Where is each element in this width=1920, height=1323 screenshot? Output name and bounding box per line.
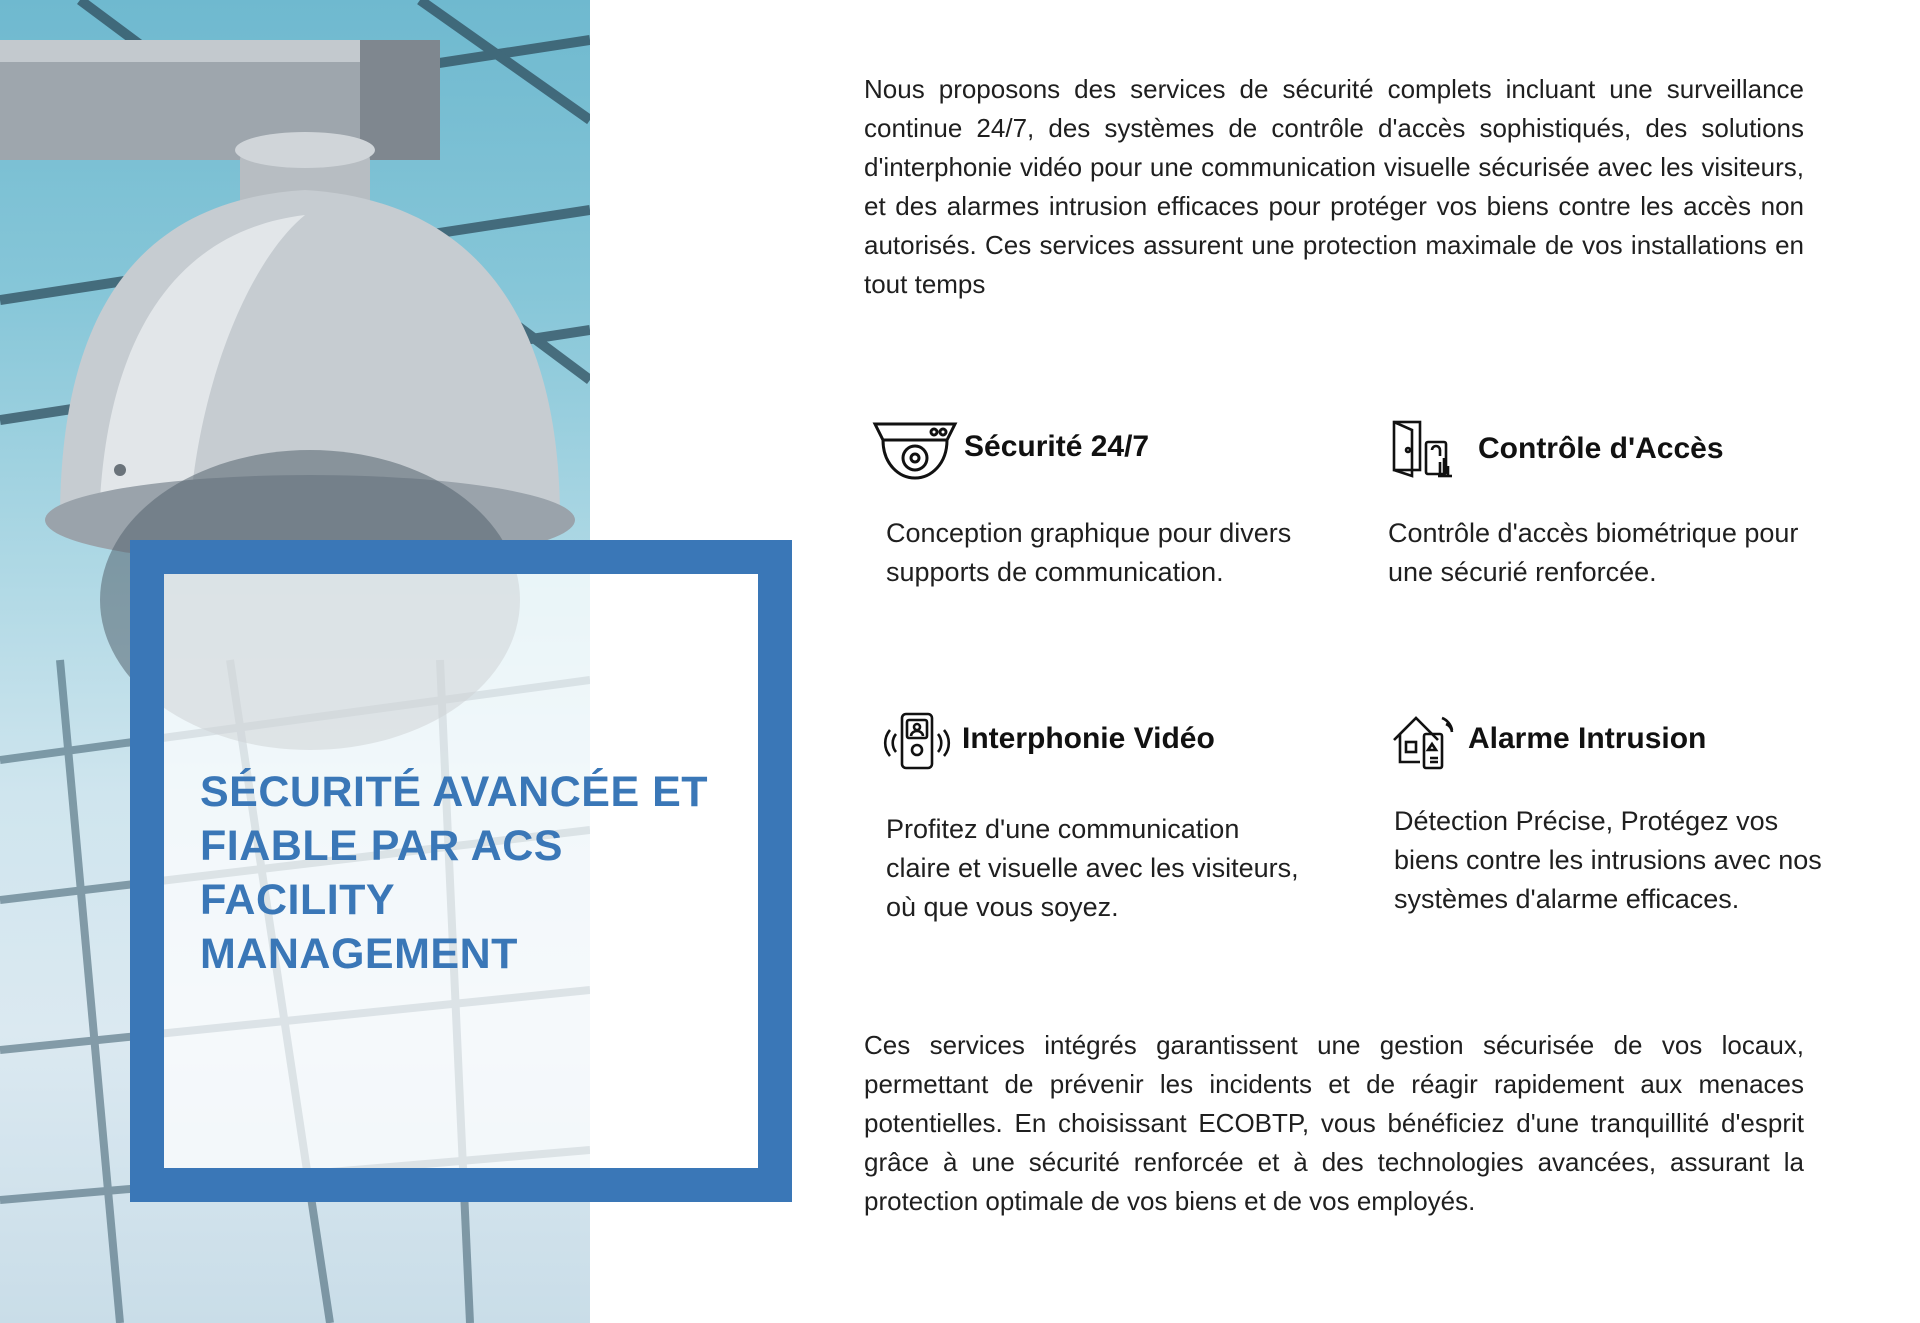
video-intercom-icon — [882, 710, 952, 772]
feature-controle-acces — [1390, 418, 1830, 648]
intro-paragraph: Nous proposons des services de sécurité complets incluant une surveillance continue 24/7, des systèmes de contrôle d'accès sophistiqués, des solutions d'interphonie vidéo pour une communication visuelle sécurisée avec les visiteurs, et des alarmes intrusion efficaces pour protéger vos biens contre les accès non autorisés. Ces services assurent une protection maximale de vos installations en tout temps — [864, 74, 1804, 299]
feature-text: Contrôle d'accès biométrique pour une sécurié renforcée. — [1388, 518, 1799, 587]
feature-text: Profitez d'une communication claire et visuelle avec les visiteurs, où que vous soyez. — [886, 814, 1299, 922]
feature-alarme — [1390, 710, 1850, 990]
door-fingerprint-icon — [1390, 418, 1462, 486]
dome-camera-icon — [872, 420, 958, 484]
feature-title: Sécurité 24/7 — [964, 430, 1150, 463]
feature-title: Interphonie Vidéo — [962, 722, 1215, 755]
feature-text: Conception graphique pour divers supports de communication. — [886, 518, 1292, 587]
feature-securite — [872, 418, 1312, 648]
home-alarm-icon — [1390, 710, 1456, 774]
feature-interphonie — [872, 710, 1312, 990]
feature-title: Alarme Intrusion — [1468, 722, 1707, 755]
feature-text: Détection Précise, Protégez vos biens contre les intrusions avec nos systèmes d'alarme efficaces. — [1394, 806, 1822, 914]
feature-title: Contrôle d'Accès — [1478, 432, 1724, 465]
headline: SÉCURITÉ AVANCÉE ET FIABLE PAR ACS FACILITY MANAGEMENT — [200, 768, 709, 978]
closing-paragraph: Ces services intégrés garantissent une gestion sécurisée de vos locaux, permettant de prévenir les incidents et de réagir rapidement aux menaces potentielles. En choisissant ECOBTP, vous bénéficiez d'une tranquillité d'esprit grâce à une sécurité renforcée et à des technologies avancées, assurant la protection optimale de vos biens et de vos employés. — [864, 1030, 1804, 1216]
